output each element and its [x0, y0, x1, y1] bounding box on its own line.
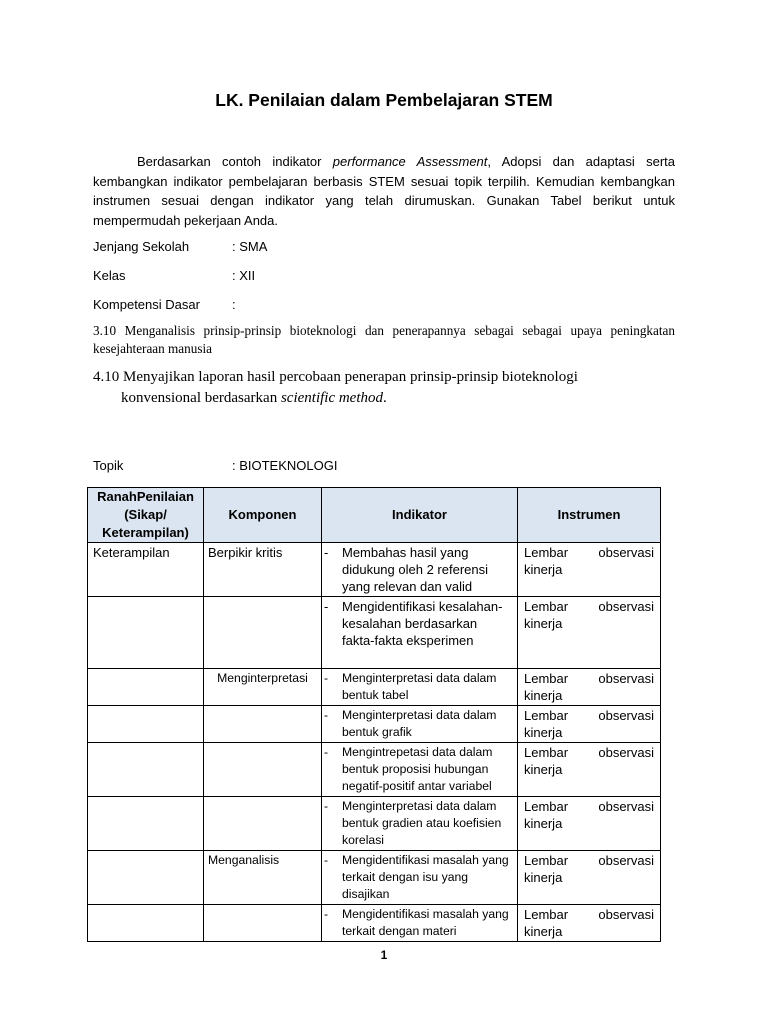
kd-4-10-italic: scientific method — [280, 390, 384, 406]
page-title: LK. Penilaian dalam Pembelajaran STEM — [215, 90, 553, 110]
cell-ranah — [88, 905, 204, 942]
page-number: 1 — [380, 948, 388, 962]
table-row — [88, 905, 661, 942]
intro-text-2: , Adopsi dan adaptasi serta kembangkan indikator pembelajaran berbasis STEM sesuai topik terpilih. Kemudian kembangkan instrumen sesuai dengan indikator yang telah dirumuskan. Gunakan Tabel berikut untuk mempermudah pekerjaan Anda. — [93, 154, 675, 228]
cell-instrumen: Lembar observasi kinerja — [518, 543, 661, 597]
cell-indikator: - Mengidentifikasi masalah yang terkait dengan isu yang disajikan — [324, 853, 509, 901]
table-header-row — [88, 488, 661, 543]
header-komponen: Komponen — [204, 488, 322, 543]
topik-label: Topik — [93, 458, 124, 473]
meta-topik — [93, 458, 337, 473]
kd-3-10: 3.10 Menganalisis prinsip-prinsip bioteknologi dan penerapannya sebagai sebagai upaya peningkatan kesejahteraan manusia — [93, 323, 675, 356]
cell-komponen — [204, 743, 322, 797]
cell-instrumen: Lembar observasi kinerja — [518, 706, 661, 743]
header-instrumen: Instrumen — [518, 488, 661, 543]
cell-indikator: - Menginterpretasi data dalam bentuk gradien atau koefisien korelasi — [324, 799, 502, 847]
table-row — [88, 743, 661, 797]
jenjang-label: Jenjang Sekolah — [93, 239, 190, 254]
cell-instrumen: Lembar observasi kinerja — [518, 743, 661, 797]
cell-ranah — [88, 851, 204, 905]
cell-komponen: Menganalisis — [204, 851, 322, 905]
table-row — [88, 669, 661, 706]
table-row — [88, 706, 661, 743]
kd-4-10-line1: 4.10 Menyajikan laporan hasil percobaan penerapan prinsip-prinsip bioteknologi — [93, 369, 578, 385]
kelas-value: : XII — [232, 268, 256, 283]
kd-4-10 — [93, 367, 675, 409]
meta-kompetensi — [93, 297, 236, 312]
cell-komponen — [204, 905, 322, 942]
cell-instrumen: Lembar observasi kinerja — [518, 669, 661, 706]
meta-jenjang — [93, 239, 267, 254]
cell-instrumen: Lembar observasi kinerja — [518, 851, 661, 905]
kd-value: : — [232, 297, 236, 312]
cell-ranah — [88, 669, 204, 706]
meta-kelas — [93, 268, 255, 283]
cell-ranah — [88, 797, 204, 851]
cell-indikator: - Mengidentifikasi kesalahan-kesalahan berdasarkan fakta-fakta eksperimen — [324, 599, 503, 648]
cell-indikator: - Mengidentifikasi masalah yang terkait dengan materi — [324, 907, 509, 938]
cell-instrumen: Lembar observasi kinerja — [518, 905, 661, 942]
kelas-label: Kelas — [93, 268, 126, 283]
table-row — [88, 597, 661, 669]
intro-text-italic: performance Assessment — [332, 154, 488, 169]
topik-value: : BIOTEKNOLOGI — [232, 458, 338, 473]
kd-label: Kompetensi Dasar — [93, 297, 200, 312]
assessment-table — [87, 487, 661, 942]
cell-komponen: Menginterpretasi — [204, 669, 322, 706]
cell-ranah — [88, 597, 204, 669]
cell-indikator: - Membahas hasil yang didukung oleh 2 referensi yang relevan dan valid — [324, 545, 488, 594]
cell-ranah — [88, 743, 204, 797]
intro-text-1: Berdasarkan contoh indikator — [137, 154, 333, 169]
cell-komponen: Berpikir kritis — [204, 543, 322, 597]
table-row — [88, 851, 661, 905]
kd-4-10-line2: konvensional berdasarkan — [121, 390, 281, 406]
kd-4-10-end: . — [383, 390, 387, 406]
cell-ranah: Keterampilan — [88, 543, 204, 597]
cell-komponen — [204, 597, 322, 669]
cell-indikator: - Menginterpretasi data dalam bentuk tabel — [324, 671, 497, 702]
table-row — [88, 543, 661, 597]
cell-indikator: - Mengintrepetasi data dalam bentuk proposisi hubungan negatif-positif antar variabel — [324, 745, 493, 793]
cell-indikator: - Menginterpretasi data dalam bentuk grafik — [324, 708, 497, 739]
jenjang-value: : SMA — [232, 239, 268, 254]
cell-instrumen: Lembar observasi kinerja — [518, 597, 661, 669]
table-row — [88, 797, 661, 851]
cell-komponen — [204, 706, 322, 743]
intro-paragraph — [93, 152, 675, 230]
cell-ranah — [88, 706, 204, 743]
header-indikator: Indikator — [322, 488, 518, 543]
cell-komponen — [204, 797, 322, 851]
cell-instrumen: Lembar observasi kinerja — [518, 797, 661, 851]
header-ranah: RanahPenilaian (Sikap/ Keterampilan) — [88, 488, 204, 543]
